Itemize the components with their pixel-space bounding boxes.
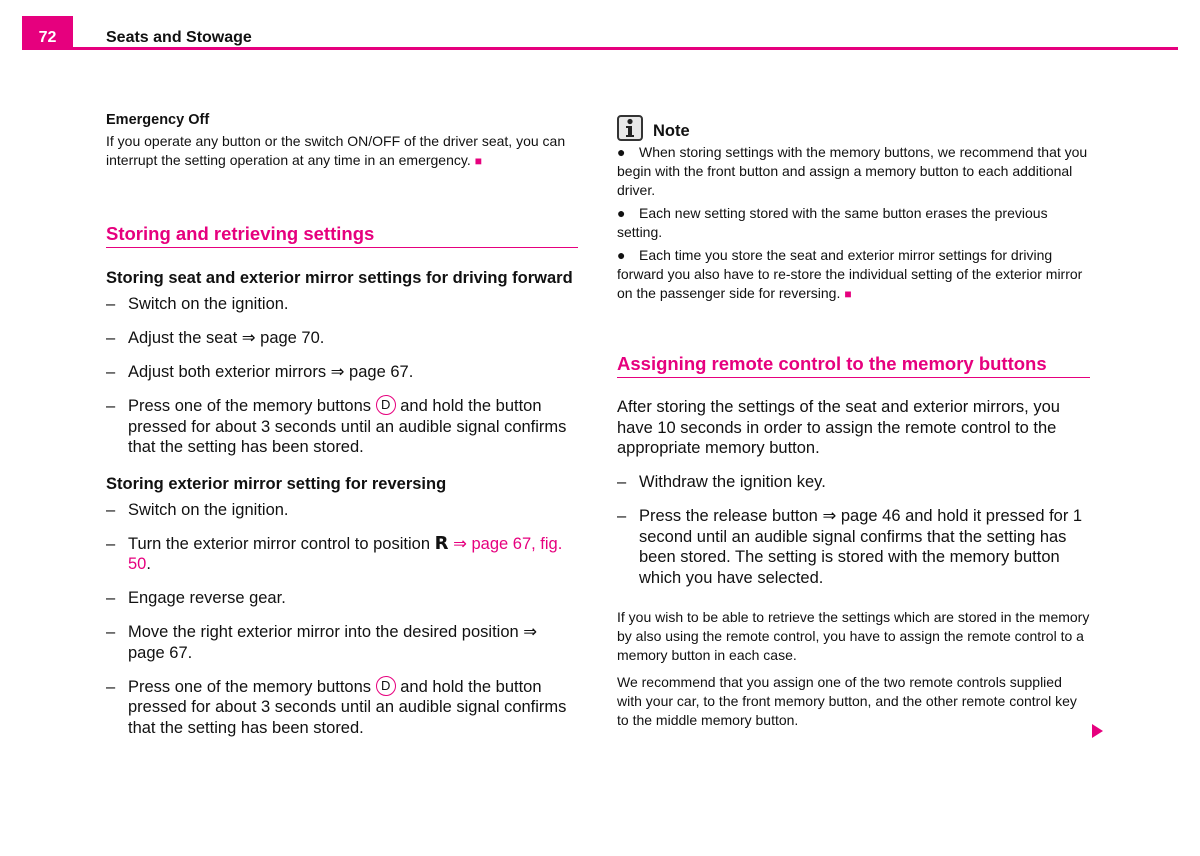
- list-item: – Press the release button ⇒ page 46 and hold it pressed for 1 second until an audible signal confirms that the setting has been stored. The setting is stored with the memory button which you have selected.: [617, 507, 1083, 587]
- list-item: – Adjust the seat ⇒ page 70.: [106, 329, 325, 347]
- info-note-icon: [617, 115, 643, 141]
- list-item: – Adjust both exterior mirrors ⇒ page 67.: [106, 363, 414, 381]
- note-bullet: ● Each time you store the seat and exterior mirror settings for driving forward you also have to re-store the individual setting of the exterior mirror on the passenger side for reversing. ■: [617, 247, 1083, 301]
- list-item: – Withdraw the ignition key.: [617, 473, 826, 492]
- list-item: – Switch on the ignition.: [106, 500, 289, 519]
- list-item: – Press one of the memory buttons D and hold the button pressed for about 3 seconds until an audible signal confirms that the setting has been stored.: [106, 397, 567, 456]
- note-bullet: ● Each new setting stored with the same button erases the previous setting.: [617, 205, 1048, 240]
- continue-arrow-icon: [1092, 724, 1103, 738]
- page-link[interactable]: ⇒ page 67, fig. 50: [128, 534, 563, 573]
- list-item: – Press one of the memory buttons D and hold the button pressed for about 3 seconds until an audible signal confirms that the setting has been stored.: [106, 677, 567, 737]
- list-item: – Move the right exterior mirror into the desired position ⇒ page 67.: [106, 623, 538, 662]
- left-column: [106, 112, 578, 752]
- remote-para-2: We recommend that you assign one of the two remote controls supplied with your car, to the front memory button, and the other remote control key to the middle memory button.: [617, 674, 1077, 729]
- right-column: [617, 115, 1090, 730]
- memory-button-d-icon: D: [376, 676, 396, 696]
- emergency-heading: Emergency Off: [106, 112, 210, 128]
- section-title-remote: Assigning remote control to the memory buttons: [617, 353, 1090, 378]
- end-mark-icon: ■: [844, 287, 852, 301]
- remote-para-1: If you wish to be able to retrieve the settings which are stored in the memory by also using the remote control, you have to assign the remote control to a memory button in each case.: [617, 609, 1090, 664]
- reverse-heading: Storing exterior mirror setting for reversing: [106, 474, 447, 493]
- list-item: – Turn the exterior mirror control to position R ⇒ page 67, fig. 50.: [106, 532, 563, 573]
- note-header: [617, 115, 1090, 141]
- forward-heading: Storing seat and exterior mirror settings for driving forward: [106, 269, 573, 287]
- remote-intro: After storing the settings of the seat and exterior mirrors, you have 10 seconds in order to assign the remote control to the appropriate memory button.: [617, 398, 1060, 458]
- note-label: Note: [653, 121, 690, 140]
- header-divider: [22, 47, 1178, 50]
- section-title-storing: Storing and retrieving settings: [106, 223, 578, 248]
- list-item: – Switch on the ignition.: [106, 295, 289, 313]
- page-number: 72: [22, 16, 73, 48]
- list-item: – Engage reverse gear.: [106, 589, 286, 607]
- reverse-position-icon: R: [434, 532, 449, 554]
- end-mark-icon: ■: [474, 154, 482, 168]
- memory-button-d-icon: D: [376, 395, 396, 415]
- emergency-text: If you operate any button or the switch ON/OFF of the driver seat, you can interrupt the setting operation at any time in an emergency. ■: [106, 133, 566, 168]
- page-title: Seats and Stowage: [106, 29, 252, 46]
- note-bullet: ● When storing settings with the memory buttons, we recommend that you begin with the front button and assign a memory button to each additional driver.: [617, 144, 1088, 198]
